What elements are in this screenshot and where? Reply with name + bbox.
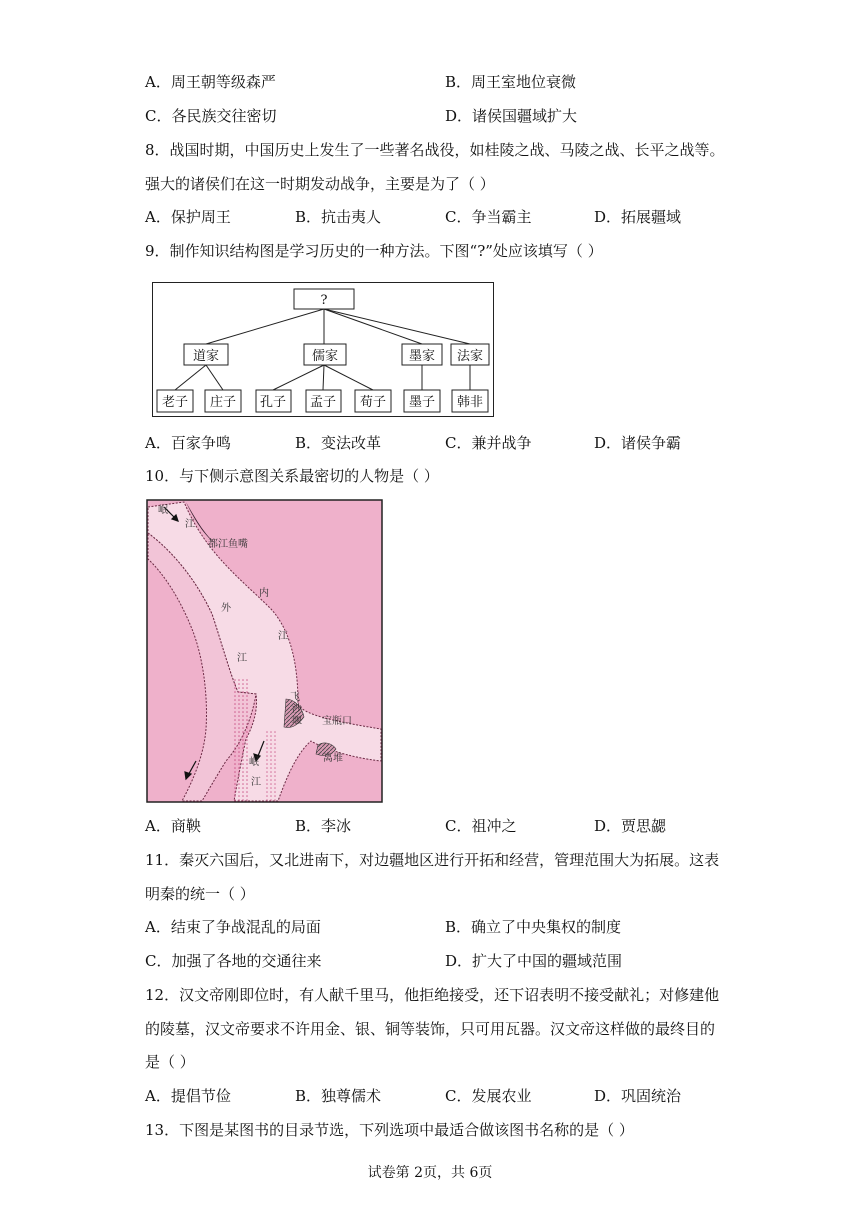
tree-person-zhuangzi: 庄子 <box>209 395 237 410</box>
q12-stem-line2: 的陵墓，汉文帝要求不许用金、银、铜等装饰，只可用瓦器。汉文帝这样做的最终目的 <box>145 1020 716 1038</box>
tree-school-fajia: 法家 <box>456 349 484 364</box>
map-label-jiang-bottom: 江 <box>251 777 261 788</box>
tree-person-mengzi: 孟子 <box>309 395 337 410</box>
dujiangyan-map <box>146 499 383 803</box>
q11-option-b: B．确立了中央集权的制度 <box>445 918 622 936</box>
tree-school-mojia: 墨家 <box>408 349 436 364</box>
map-label-nei-jiang: 江 <box>278 631 288 642</box>
tree-school-rujia: 儒家 <box>311 349 339 364</box>
map-label-jiang-top: 江 <box>185 519 195 530</box>
q8-option-c: C．争当霸主 <box>445 208 532 226</box>
map-label-fei: 飞 <box>290 692 300 703</box>
tree-person-laozi: 老子 <box>161 395 189 410</box>
q9-option-b: B．变法改革 <box>295 434 382 452</box>
q12-option-c: C．发展农业 <box>445 1087 532 1105</box>
q11-option-a: A．结束了争战混乱的局面 <box>145 918 321 936</box>
map-label-min-top: 岷 <box>158 505 168 516</box>
q10-option-a: A．商鞅 <box>145 817 201 835</box>
q10-option-b: B．李冰 <box>295 817 352 835</box>
map-label-baopingkou: 宝瓶口 <box>322 716 352 727</box>
tree-person-kongzi: 孔子 <box>259 395 287 410</box>
knowledge-tree-diagram <box>152 282 494 417</box>
map-label-yuzui: 都江鱼嘴 <box>208 539 248 550</box>
q8-option-b: B．抗击夷人 <box>295 208 382 226</box>
map-label-yan: 堰 <box>292 716 302 727</box>
q9-option-c: C．兼并战争 <box>445 434 532 452</box>
map-label-wai-jiang: 江 <box>237 653 247 664</box>
q10-stem: 10．与下侧示意图关系最密切的人物是（ ） <box>145 467 439 485</box>
q11-option-d: D．扩大了中国的疆域范围 <box>445 952 623 970</box>
map-label-min-bottom: 岷 <box>249 757 259 768</box>
map-label-lidui: 离堆 <box>323 753 343 764</box>
q7-option-a: A．周王朝等级森严 <box>145 73 276 91</box>
tree-root-label: ? <box>320 293 328 308</box>
q12-stem-line1: 12．汉文帝刚即位时，有人献千里马，他拒绝接受，还下诏表明不接受献礼；对修建他 <box>145 986 720 1004</box>
q8-stem-line2: 强大的诸侯们在这一时期发动战争，主要是为了（ ） <box>145 175 495 193</box>
q9-stem: 9．制作知识结构图是学习历史的一种方法。下图“?”处应该填写（ ） <box>145 242 603 260</box>
map-label-wai: 外 <box>221 603 231 614</box>
q7-option-d: D．诸侯国疆域扩大 <box>445 107 578 125</box>
q12-option-d: D．巩固统治 <box>594 1087 682 1105</box>
q7-option-b: B．周王室地位衰微 <box>445 73 577 91</box>
page-footer: 试卷第 2页，共 6页 <box>367 1165 493 1181</box>
q12-option-b: B．独尊儒术 <box>295 1087 382 1105</box>
q9-option-a: A．百家争鸣 <box>145 434 231 452</box>
q11-stem-line1: 11．秦灭六国后，又北进南下，对边疆地区进行开拓和经营，管理范围大为拓展。这表 <box>145 851 720 869</box>
map-label-nei: 内 <box>259 588 269 599</box>
q11-option-c: C．加强了各地的交通往来 <box>145 952 322 970</box>
q12-option-a: A．提倡节俭 <box>145 1087 231 1105</box>
tree-school-daojia: 道家 <box>192 349 220 364</box>
tree-person-xunzi: 荀子 <box>359 395 387 410</box>
q13-stem: 13．下图是某图书的目录节选，下列选项中最适合做该图书名称的是（ ） <box>145 1121 634 1139</box>
q12-stem-line3: 是（ ） <box>145 1053 195 1071</box>
q8-option-d: D．拓展疆域 <box>594 208 682 226</box>
q9-option-d: D．诸侯争霸 <box>594 434 682 452</box>
map-label-sha: 沙 <box>292 704 302 715</box>
tree-person-hanfei: 韩非 <box>456 395 484 410</box>
q10-option-d: D．贾思勰 <box>594 817 667 835</box>
q10-option-c: C．祖冲之 <box>445 817 517 835</box>
q8-option-a: A．保护周王 <box>145 208 231 226</box>
q11-stem-line2: 明秦的统一（ ） <box>145 885 255 903</box>
q8-stem-line1: 8．战国时期，中国历史上发生了一些著名战役，如桂陵之战、马陵之战、长平之战等。 <box>145 141 725 159</box>
q7-option-c: C．各民族交往密切 <box>145 107 277 125</box>
tree-person-mozi: 墨子 <box>408 395 436 410</box>
